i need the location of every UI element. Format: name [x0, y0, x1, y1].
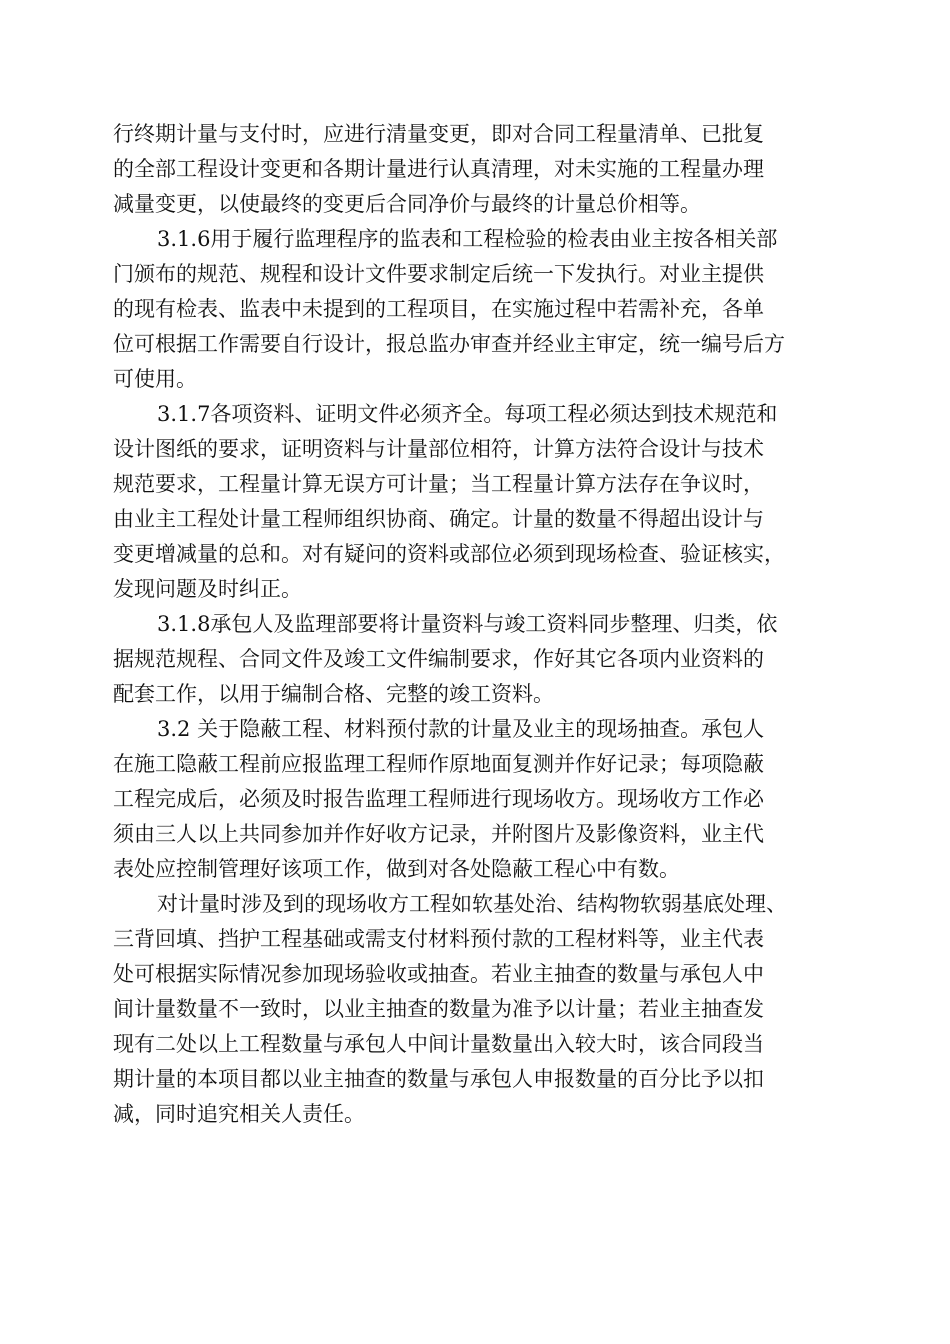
text-line: 据规范规程、合同文件及竣工文件编制要求，作好其它各项内业资料的 — [113, 647, 764, 671]
text-line: 对计量时涉及到的现场收方工程如软基处治、结构物软弱基底处理、 — [157, 892, 787, 916]
text-line: 表处应控制管理好该项工作，做到对各处隐蔽工程心中有数。 — [113, 857, 680, 881]
text-line: 位可根据工作需要自行设计，报总监办审查并经业主审定，统一编号后方 — [113, 332, 785, 356]
text-line: 设计图纸的要求，证明资料与计量部位相符，计算方法符合设计与技术 — [113, 437, 764, 461]
text-line: 3.1.6用于履行监理程序的监表和工程检验的检表由业主按各相关部 — [157, 227, 778, 251]
text-line: 减，同时追究相关人责任。 — [113, 1102, 365, 1126]
text-line: 工程完成后，必须及时报告监理工程师进行现场收方。现场收方工作必 — [113, 787, 764, 811]
text-line: 减量变更，以使最终的变更后合同净价与最终的计量总价相等。 — [113, 192, 701, 216]
text-line: 变更增减量的总和。对有疑问的资料或部位必须到现场检查、验证核实， — [113, 542, 785, 566]
text-line: 期计量的本项目都以业主抽查的数量与承包人申报数量的百分比予以扣 — [113, 1067, 764, 1091]
text-line: 发现问题及时纠正。 — [113, 577, 302, 601]
text-line: 3.2 关于隐蔽工程、材料预付款的计量及业主的现场抽查。承包人 — [157, 717, 765, 741]
text-line: 由业主工程处计量工程师组织协商、确定。计量的数量不得超出设计与 — [113, 507, 764, 531]
text-line: 三背回填、挡护工程基础或需支付材料预付款的工程材料等，业主代表 — [113, 927, 764, 951]
text-line: 行终期计量与支付时，应进行清量变更，即对合同工程量清单、已批复 — [113, 122, 764, 146]
body-text — [113, 117, 843, 1132]
text-line: 3.1.8承包人及监理部要将计量资料与竣工资料同步整理、归类，依 — [157, 612, 778, 636]
text-line: 的现有检表、监表中未提到的工程项目，在实施过程中若需补充，各单 — [113, 297, 764, 321]
text-line: 配套工作，以用于编制合格、完整的竣工资料。 — [113, 682, 554, 706]
text-line: 规范要求，工程量计算无误方可计量；当工程量计算方法存在争议时， — [113, 472, 764, 496]
text-line: 现有二处以上工程数量与承包人中间计量数量出入较大时，该合同段当 — [113, 1032, 764, 1056]
text-line: 间计量数量不一致时，以业主抽查的数量为准予以计量；若业主抽查发 — [113, 997, 764, 1021]
text-line: 的全部工程设计变更和各期计量进行认真清理，对未实施的工程量办理 — [113, 157, 764, 181]
text-line: 在施工隐蔽工程前应报监理工程师作原地面复测并作好记录；每项隐蔽 — [113, 752, 764, 776]
text-line: 须由三人以上共同参加并作好收方记录，并附图片及影像资料，业主代 — [113, 822, 764, 846]
text-line: 门颁布的规范、规程和设计文件要求制定后统一下发执行。对业主提供 — [113, 262, 764, 286]
text-line: 3.1.7各项资料、证明文件必须齐全。每项工程必须达到技术规范和 — [157, 402, 778, 426]
text-line: 可使用。 — [113, 367, 197, 391]
text-line: 处可根据实际情况参加现场验收或抽查。若业主抽查的数量与承包人中 — [113, 962, 764, 986]
